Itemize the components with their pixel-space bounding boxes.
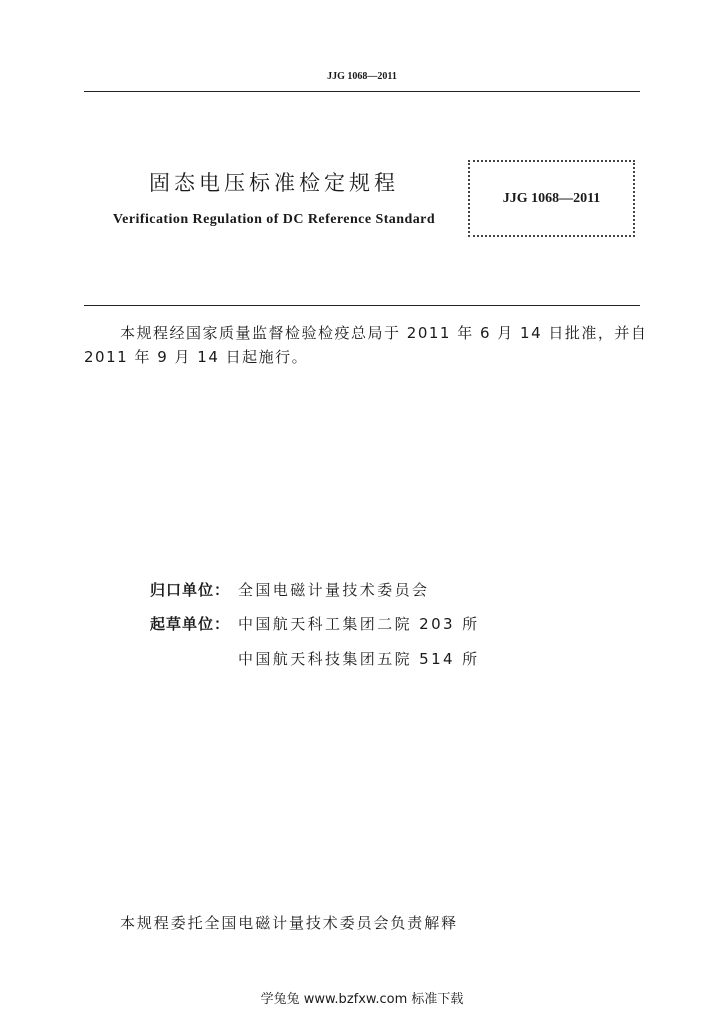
drafting-unit-label: 起草单位： [150, 615, 231, 633]
approval-text-line-2: 2011 年 9 月 14 日起施行。 [84, 348, 309, 366]
document-title-zh: 固态电压标准检定规程 [149, 171, 399, 195]
interpretation-note: 本规程委托全国电磁计量技术委员会负责解释 [120, 914, 459, 932]
footer-watermark: 学兔兔 www.bzfxw.com 标准下载 [260, 992, 464, 1007]
standard-code-box [468, 160, 635, 237]
approval-text-line-1: 本规程经国家质量监督检验检疫总局于 2011 年 6 月 14 日批准，并自 [120, 324, 648, 342]
drafting-unit-value-2: 中国航天科技集团五院 514 所 [238, 650, 480, 668]
header-rule [84, 91, 640, 92]
document-title-en: Verification Regulation of DC Reference Standard [112, 212, 436, 227]
drafting-unit-row [150, 614, 480, 634]
section-rule [84, 305, 640, 306]
responsible-unit-label: 归口单位： [150, 581, 231, 599]
running-header: JJG 1068—2011 [327, 71, 397, 82]
responsible-unit-value: 全国电磁计量技术委员会 [238, 581, 430, 599]
responsible-unit-row [150, 580, 429, 600]
drafting-unit-value-1: 中国航天科工集团二院 203 所 [238, 615, 480, 633]
standard-code: JJG 1068—2011 [502, 190, 601, 206]
